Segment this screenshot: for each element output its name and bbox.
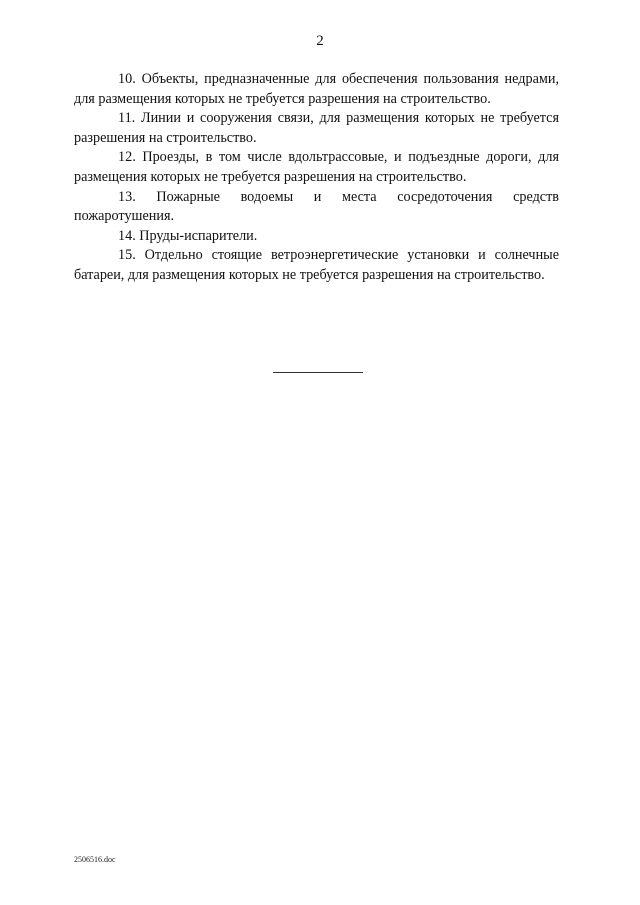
page-number: 2	[316, 33, 324, 49]
list-item-14: 14. Пруды-испарители.	[118, 227, 258, 244]
end-separator-line	[273, 372, 363, 373]
file-code: 2506516.doc	[74, 855, 116, 864]
document-body	[74, 70, 559, 286]
list-item-11: 11. Линии и сооружения связи, для размещения которых не требуется разрешения на строительство.	[74, 110, 559, 146]
list-item-13: 13. Пожарные водоемы и места сосредоточения средств пожаротушения.	[74, 188, 559, 225]
list-item-12: 12. Проезды, в том числе вдольтрассовые, и подъездные дороги, для размещения которых не требуется разрешения на строительство.	[74, 149, 559, 185]
list-item-10: 10. Объекты, предназначенные для обеспечения пользования недрами, для размещения которых не требуется разрешения на строительство.	[74, 71, 559, 107]
list-item-15: 15. Отдельно стоящие ветроэнергетические установки и солнечные батареи, для размещения которых не требуется разрешения на строительство.	[74, 247, 559, 283]
